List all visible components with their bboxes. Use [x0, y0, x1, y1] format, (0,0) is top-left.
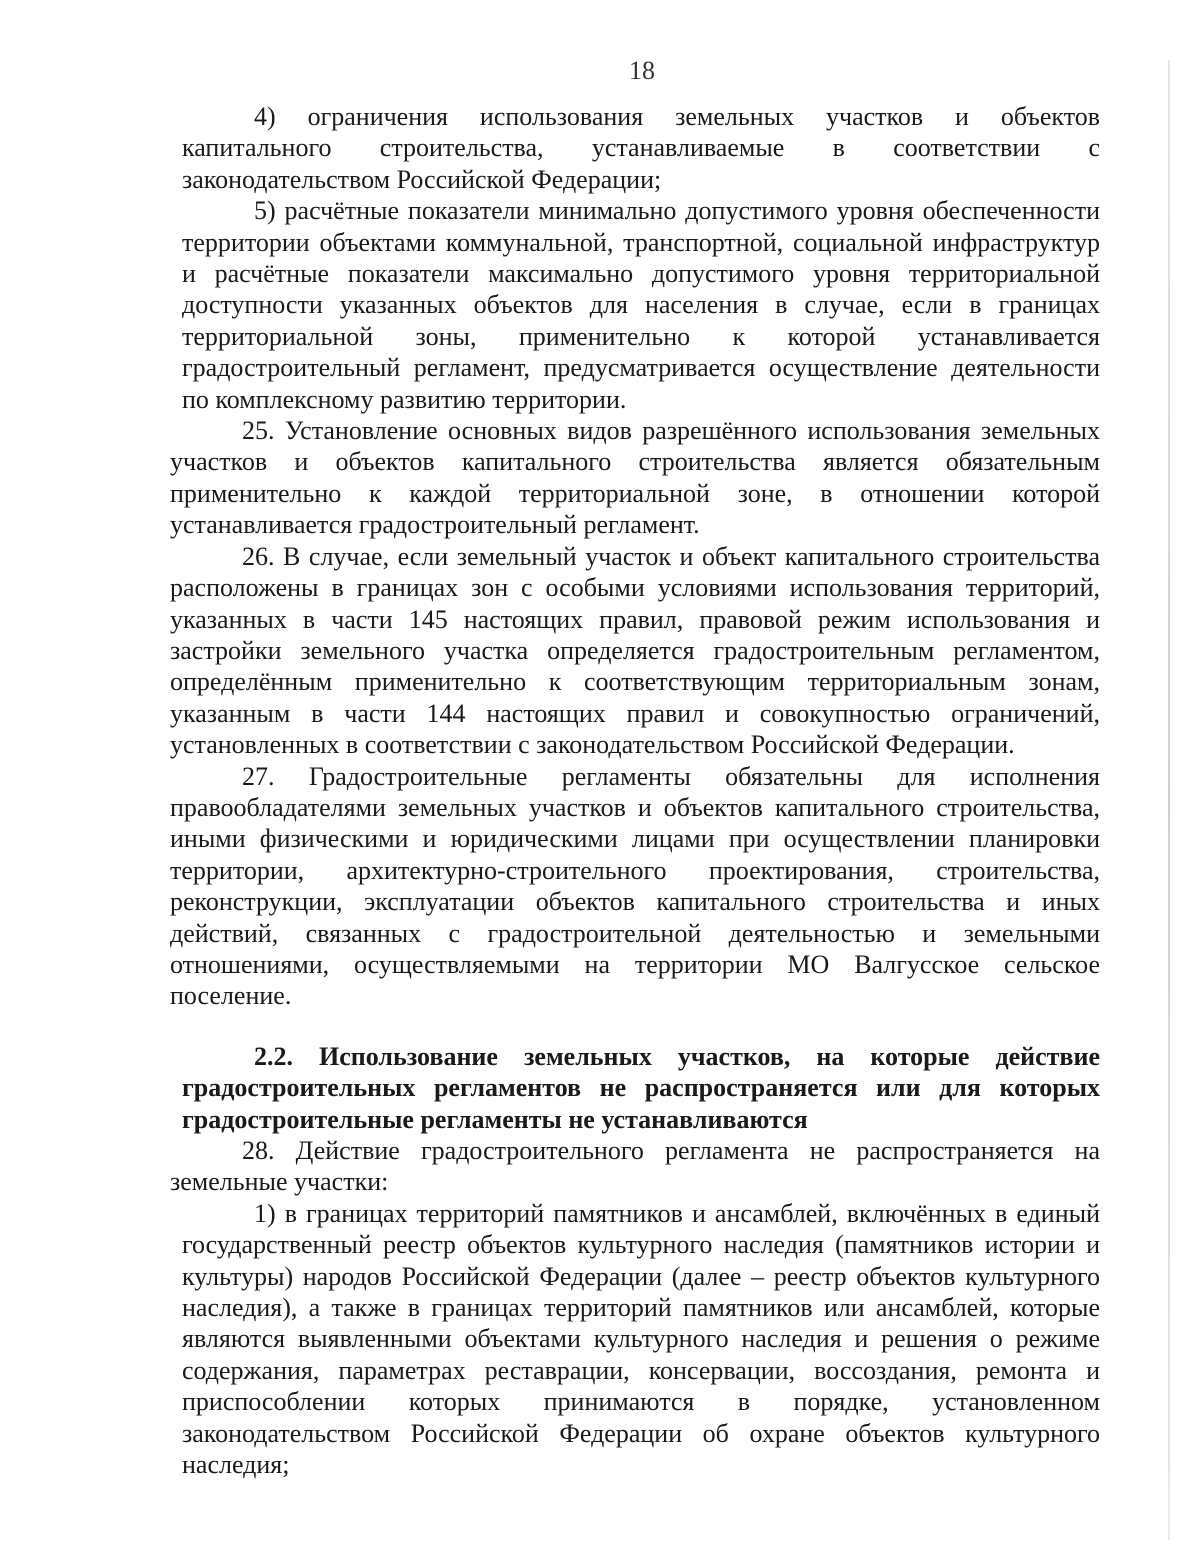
- list-item-4: 4) ограничения использования земельных участков и объектов капитального строительства, устанавливаемые в соответствии с законодательством Российской Федерации;: [182, 102, 1100, 194]
- section-spacer: [170, 1012, 1100, 1041]
- document-body: [170, 101, 1100, 1480]
- paragraph-25: 25. Установление основных видов разрешённого использования земельных участков и объектов капитального строительства является обязательным применительно к каждой территориальной зоне, в отношении которой устанавливается градостроительный регламент.: [170, 416, 1100, 540]
- page-number: 18: [629, 56, 655, 85]
- paragraph-27: 27. Градостроительные регламенты обязательны для исполнения правообладателями земельных участков и объектов капитального строительства, иными физическими и юридическими лицами при осуществлении планировки территории, архитектурно-строительного проектирования, строительства, реконструкции, эксплуатации объектов капитального строительства и иных действий, связанных с градостроительной деятельностью и земельными отношениями, осуществляемыми на территории МО Валгусское сельское поселение.: [170, 761, 1100, 1011]
- paragraph-28: 28. Действие градостроительного регламента не распространяется на земельные участки:: [170, 1136, 1100, 1197]
- list-item-1: 1) в границах территорий памятников и ансамблей, включённых в единый государственный реестр объектов культурного наследия (памятников истории и культуры) народов Российской Федерации (далее – реестр объектов культурного наследия), а также в границах территорий памятников или ансамблей, которые являются выявленными объектами культурного наследия и решения о режиме содержания, параметрах реставрации, консервации, воссоздания, ремонта и приспособлении которых принимаются в порядке, установленном законодательством Российской Федерации об охране объектов культурного наследия;: [182, 1198, 1100, 1480]
- section-heading-2-2: 2.2. Использование земельных участков, на которые действие градостроительных регламентов не распространяется или для которых градостроительные регламенты не устанавливаются: [182, 1041, 1100, 1134]
- list-item-5: 5) расчётные показатели минимально допустимого уровня обеспеченности территории объектами коммунальной, транспортной, социальной инфраструктур и расчётные показатели максимально допустимого уровня территориальной доступности указанных объектов для населения в случае, если в границах территориальной зоны, применительно к которой устанавливается градостроительный регламент, предусматривается осуществление деятельности по комплексному развитию территории.: [182, 196, 1100, 414]
- scan-edge-line: [1168, 60, 1170, 1540]
- paragraph-26: 26. В случае, если земельный участок и объект капитального строительства расположены в границах зон с особыми условиями использования территорий, указанных в части 145 настоящих правил, правовой режим использования и застройки земельного участка определяется градостроительным регламентом, определённым применительно к соответствующим территориальным зонам, указанным в части 144 настоящих правил и совокупностью ограничений, установленных в соответствии с законодательством Российской Федерации.: [170, 541, 1100, 760]
